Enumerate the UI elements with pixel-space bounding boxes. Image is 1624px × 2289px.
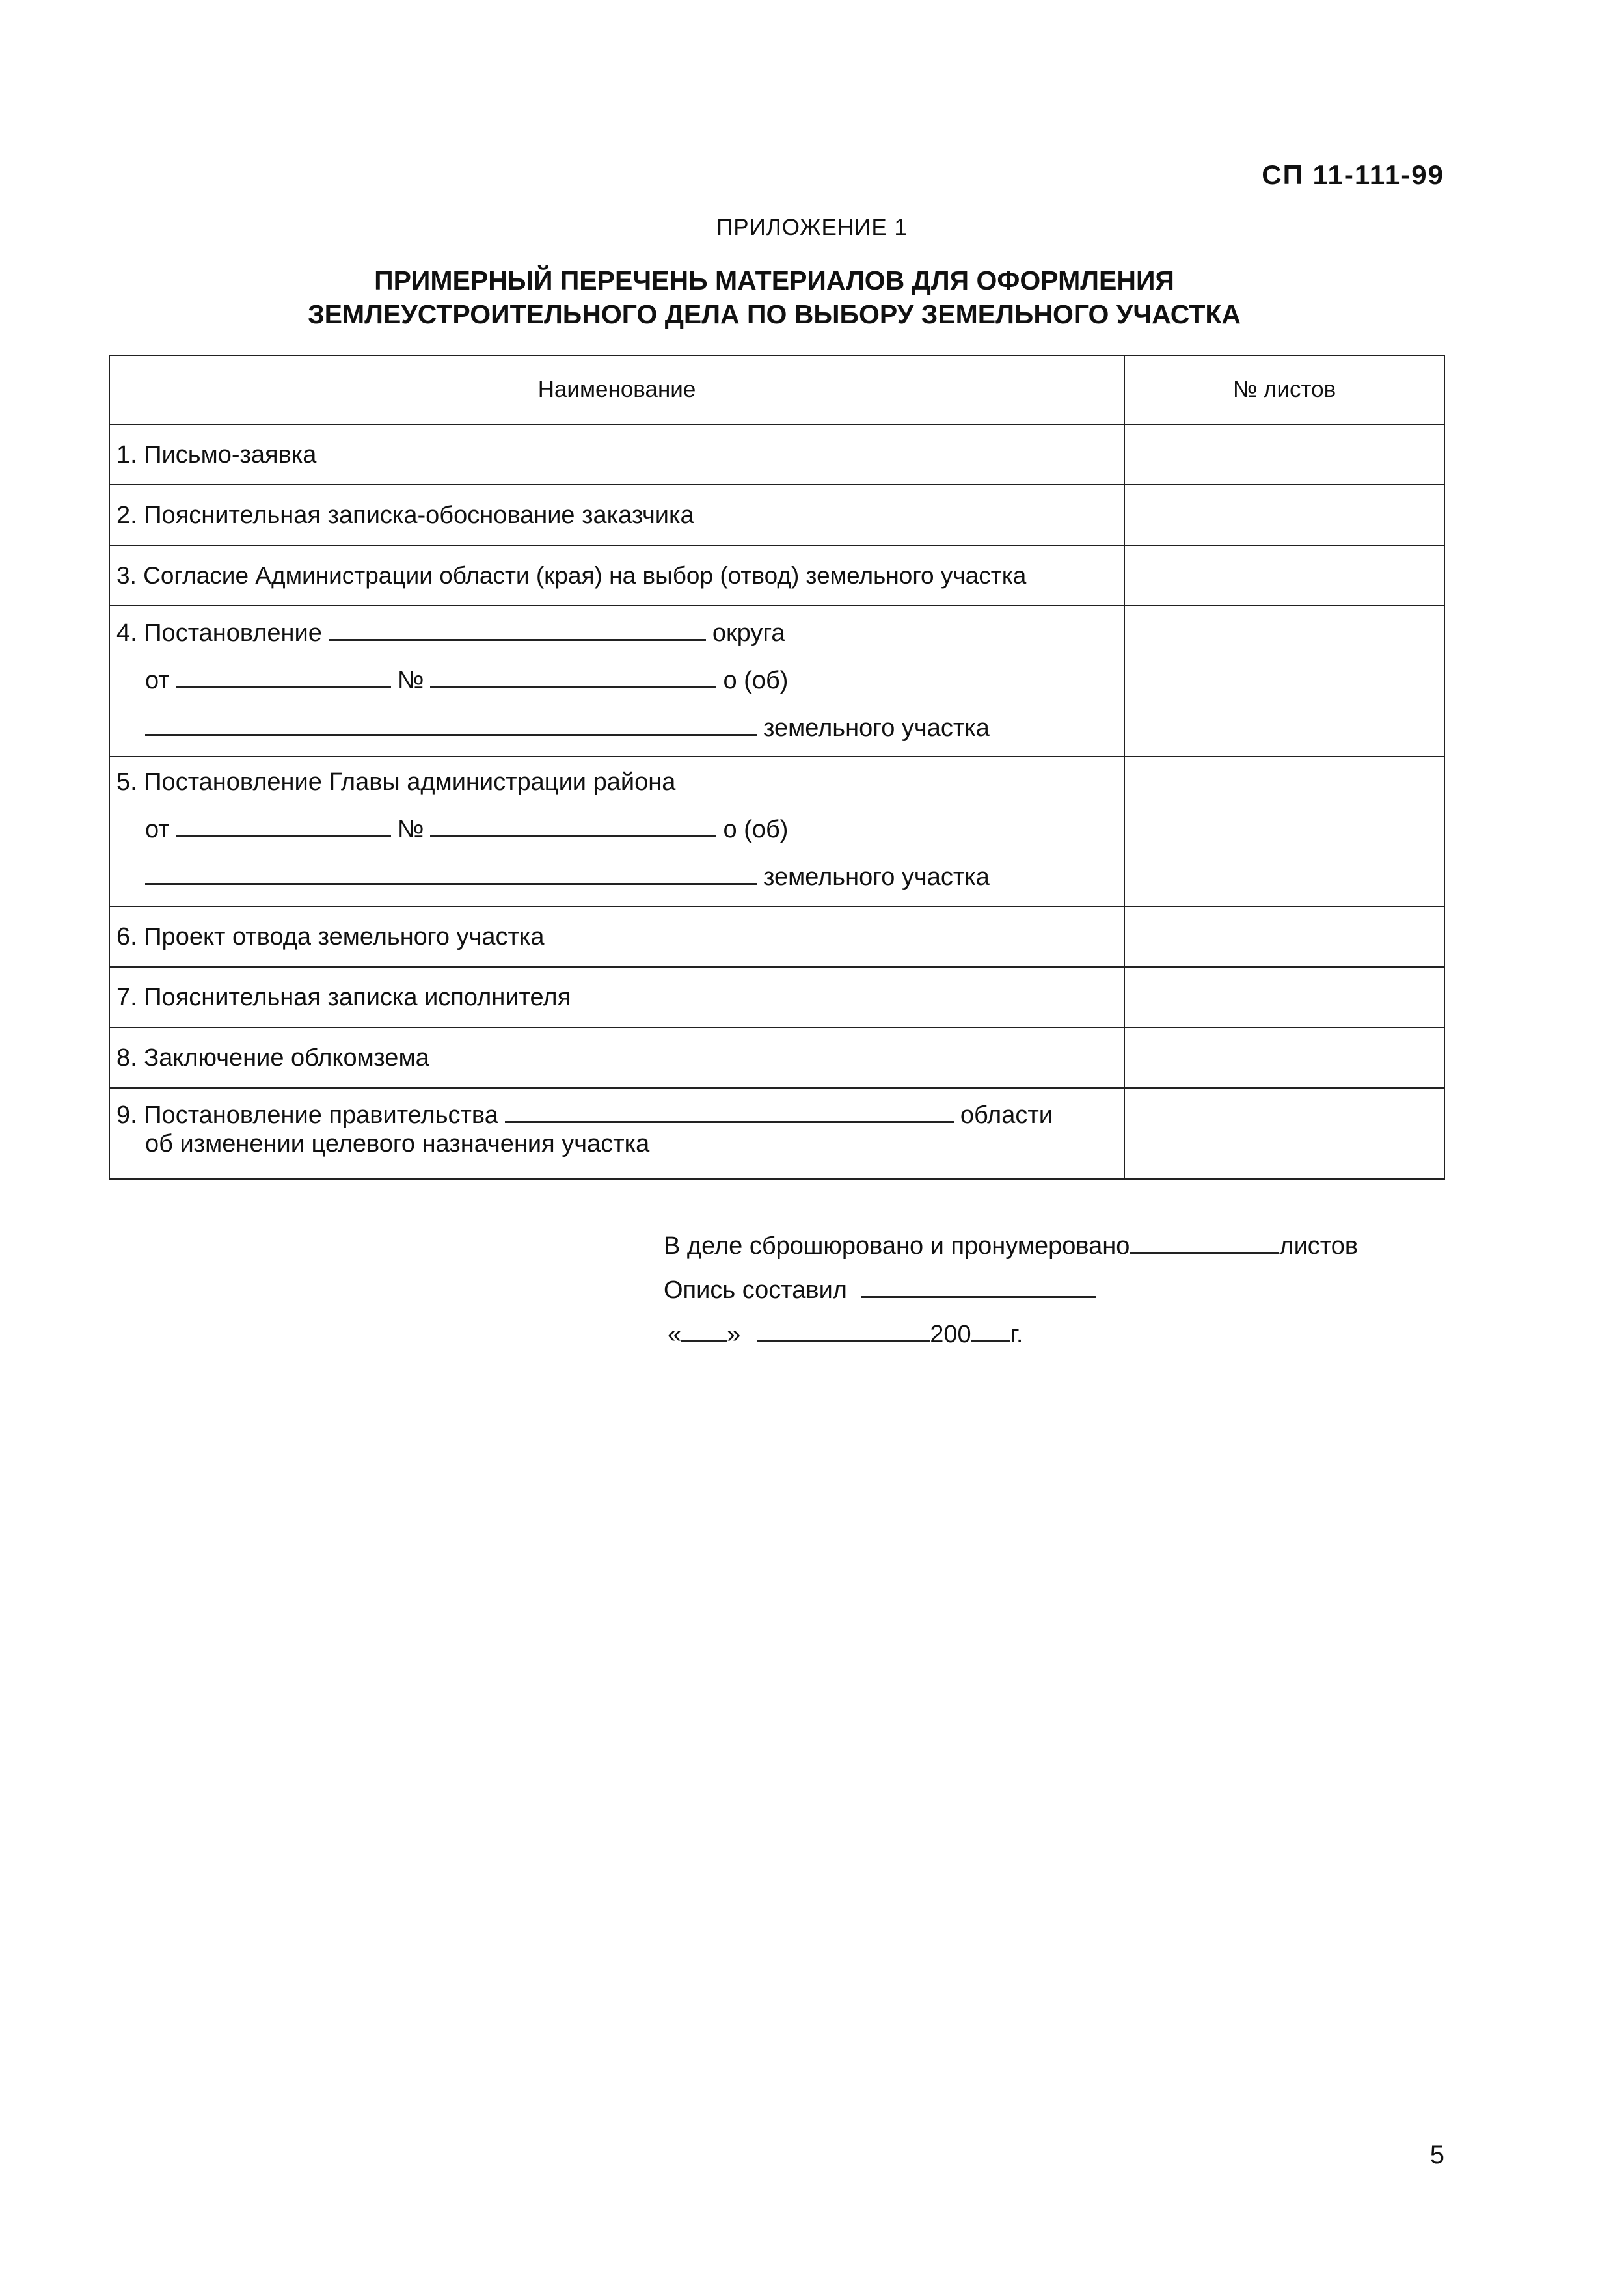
row-5-land: земельного участка [763, 863, 990, 891]
row-9-purpose: об изменении целевого назначения участка [145, 1130, 650, 1158]
row-2-sheets [1124, 485, 1444, 545]
row-5-about: о (об) [723, 816, 789, 843]
document-code: СП 11-111-99 [1262, 159, 1444, 190]
row-9-label: 9. Постановление правительства [116, 1102, 498, 1129]
row-5-label: 5. Постановление Главы администрации района [116, 768, 676, 796]
row-4-land: земельного участка [763, 714, 990, 742]
table-row [109, 485, 1444, 545]
row-4-sheets [1124, 606, 1444, 757]
row-8-sheets [1124, 1027, 1444, 1088]
table-row [109, 1088, 1444, 1179]
column-header-name: Наименование [109, 355, 1124, 424]
row-9-sheets [1124, 1088, 1444, 1179]
row-5-from: от [145, 816, 170, 843]
blank-line [145, 861, 757, 885]
blank-line [1130, 1230, 1279, 1254]
blank-line [681, 1318, 727, 1342]
row-5-no: № [397, 816, 424, 843]
page-number: 5 [1429, 2141, 1444, 2169]
table-row [109, 906, 1444, 967]
blank-line [757, 1318, 930, 1342]
row-7-sheets [1124, 967, 1444, 1027]
row-2-name: 2. Пояснительная записка-обоснование заказчика [109, 485, 1124, 545]
blank-line [971, 1318, 1010, 1342]
row-4-name [109, 606, 1124, 757]
blank-line [861, 1274, 1096, 1298]
row-5-sheets [1124, 757, 1444, 906]
bound-statement [664, 1230, 1457, 1258]
table-row [109, 545, 1444, 606]
row-4-no: № [397, 667, 424, 694]
table-row [109, 967, 1444, 1027]
title-line-1: ПРИМЕРНЫЙ ПЕРЕЧЕНЬ МАТЕРИАЛОВ ДЛЯ ОФОРМЛЕНИЯ [374, 265, 1174, 295]
bound-unit: листов [1279, 1232, 1359, 1260]
table-header-row [109, 355, 1444, 424]
blank-line [430, 813, 716, 837]
table-row [109, 1027, 1444, 1088]
year-suffix: г. [1010, 1321, 1023, 1348]
page-title [195, 264, 1353, 331]
table-row [109, 424, 1444, 485]
blank-line [430, 664, 716, 688]
blank-line [145, 712, 757, 736]
compiled-by [664, 1274, 1457, 1303]
blank-line [505, 1099, 954, 1123]
date-line [664, 1318, 1457, 1347]
quote-close: » [727, 1321, 741, 1348]
table-row [109, 606, 1444, 757]
column-header-sheets: № листов [1124, 355, 1444, 424]
row-6-name: 6. Проект отвода земельного участка [109, 906, 1124, 967]
row-9-region: области [960, 1102, 1053, 1129]
row-1-sheets [1124, 424, 1444, 485]
row-4-from: от [145, 667, 170, 694]
row-3-sheets [1124, 545, 1444, 606]
row-8-name: 8. Заключение облкомзема [109, 1027, 1124, 1088]
blank-line [176, 664, 391, 688]
blank-line [176, 813, 391, 837]
bound-text: В деле сброшюровано и пронумеровано [664, 1232, 1130, 1260]
row-1-name: 1. Письмо-заявка [109, 424, 1124, 485]
row-4-about: о (об) [723, 667, 789, 694]
year-prefix: 200 [930, 1321, 971, 1348]
row-9-name [109, 1088, 1124, 1179]
signature-block [664, 1230, 1457, 1362]
appendix-label: ПРИЛОЖЕНИЕ 1 [716, 215, 908, 240]
row-3-name: 3. Согласие Администрации области (края) на выбор (отвод) земельного участка [109, 545, 1124, 606]
quote-open: « [668, 1321, 682, 1348]
row-4-label: 4. Постановление [116, 619, 322, 647]
row-6-sheets [1124, 906, 1444, 967]
materials-table [109, 355, 1445, 1180]
row-4-district: округа [712, 619, 785, 647]
row-7-name: 7. Пояснительная записка исполнителя [109, 967, 1124, 1027]
blank-line [329, 617, 706, 641]
table-row [109, 757, 1444, 906]
row-5-name [109, 757, 1124, 906]
title-line-2: ЗЕМЛЕУСТРОИТЕЛЬНОГО ДЕЛА ПО ВЫБОРУ ЗЕМЕЛЬНОГО УЧАСТКА [307, 299, 1241, 329]
compiled-text: Опись составил [664, 1277, 847, 1304]
